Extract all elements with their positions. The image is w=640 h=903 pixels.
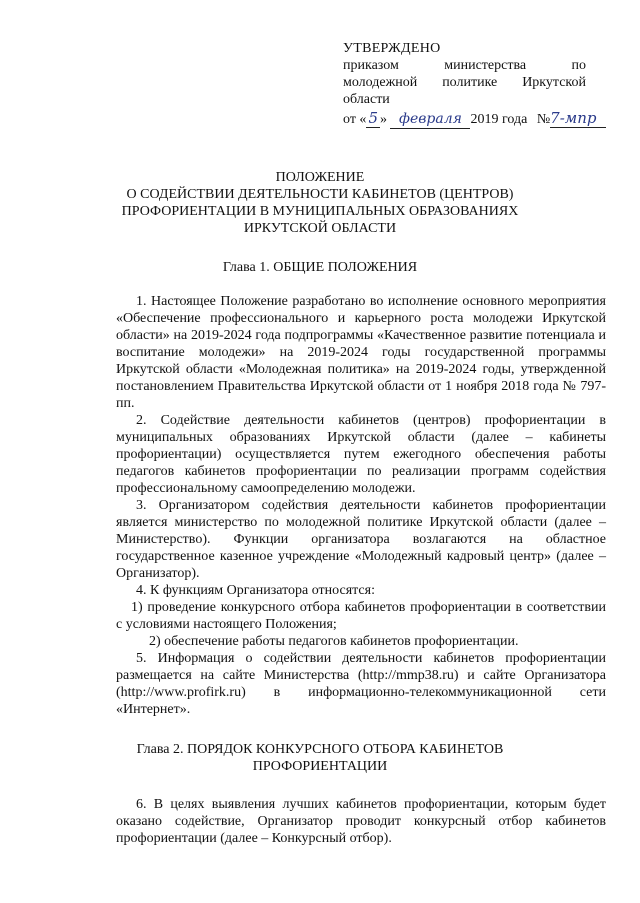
- approval-order-line-1: приказом министерства по: [343, 58, 586, 73]
- approval-title: УТВЕРЖДЕНО: [343, 41, 441, 56]
- handwritten-day: 5: [368, 109, 378, 127]
- document-title: ПОЛОЖЕНИЕ О СОДЕЙСТВИИ ДЕЯТЕЛЬНОСТИ КАБИНЕТОВ (ЦЕНТРОВ) ПРОФОРИЕНТАЦИИ В МУНИЦИПАЛЬНЫХ ОБРАЗОВАНИЯХ ИРКУТСКОЙ ОБЛАСТИ: [121, 170, 519, 236]
- approval-order-line-3: области: [343, 92, 390, 107]
- paragraph-4: 4. К функциям Организатора относятся:: [136, 583, 375, 598]
- paragraph-6: 6. В целях выявления лучших кабинетов профориентации, которым будет оказано содействие, Организатор проводит конкурсный отбор кабинетов профориентации (далее – Конкурсный отбор).: [116, 797, 606, 846]
- paragraph-4-item-2: 2) обеспечение работы педагогов кабинетов профориентации.: [149, 634, 519, 649]
- paragraph-4-item-1: 1) проведение конкурсного отбора кабинетов профориентации в соответствии с условиями настоящего Положения;: [116, 600, 606, 632]
- chapter-2-body: [116, 796, 606, 847]
- chapter-1-heading: Глава 1. ОБЩИЕ ПОЛОЖЕНИЯ: [222, 260, 418, 275]
- handwritten-order-number: 7-мпр: [550, 110, 606, 128]
- paragraph-5: 5. Информация о содействии деятельности кабинетов профориентации размещается на сайте Министерства (http://mmp38.ru) и сайте Организатора (http://www.profirk.ru) в информационно-телекоммуникационной сети «Интернет».: [116, 651, 606, 717]
- paragraph-1: 1. Настоящее Положение разработано во исполнение основного мероприятия «Обеспечение профессионального и карьерного роста молодежи Иркутской области» на 2019-2024 года подпрограммы «Качественное развитие потенциала и воспитание молодежи» на 2019-2024 годы государственной программы Иркутской области «Молодежная политика» на 2019-2024 годы, утвержденной постановлением Правительства Иркутской области от 1 ноября 2018 года № 797-пп.: [116, 294, 606, 411]
- approval-order-line-2: молодежной политике Иркутской: [343, 75, 586, 90]
- paragraph-2: 2. Содействие деятельности кабинетов (центров) профориентации в муниципальных образованиях Иркутской области (далее – кабинеты профориентации) осуществляется путем ежегодного обеспечения работы педагогов кабинетов профориентации по реализации программ содействия профессиональному самоопределению молодежи.: [116, 413, 606, 496]
- chapter-1-body: [116, 293, 606, 718]
- chapter-2-heading: Глава 2. ПОРЯДОК КОНКУРСНОГО ОТБОРА КАБИНЕТОВ ПРОФОРИЕНТАЦИИ: [136, 742, 504, 774]
- paragraph-3: 3. Организатором содействия деятельности кабинетов профориентации является министерство по молодежной политике Иркутской области (далее – Министерство). Функции организатора возлагаются на областное государственное казенное учреждение «Молодежный кадровый центр» (далее – Организатор).: [116, 498, 606, 581]
- approval-block: [343, 40, 597, 129]
- approval-date-line: от « 5 » февраля 2019 года №7-мпр: [343, 110, 586, 129]
- handwritten-month: февраля: [390, 111, 470, 129]
